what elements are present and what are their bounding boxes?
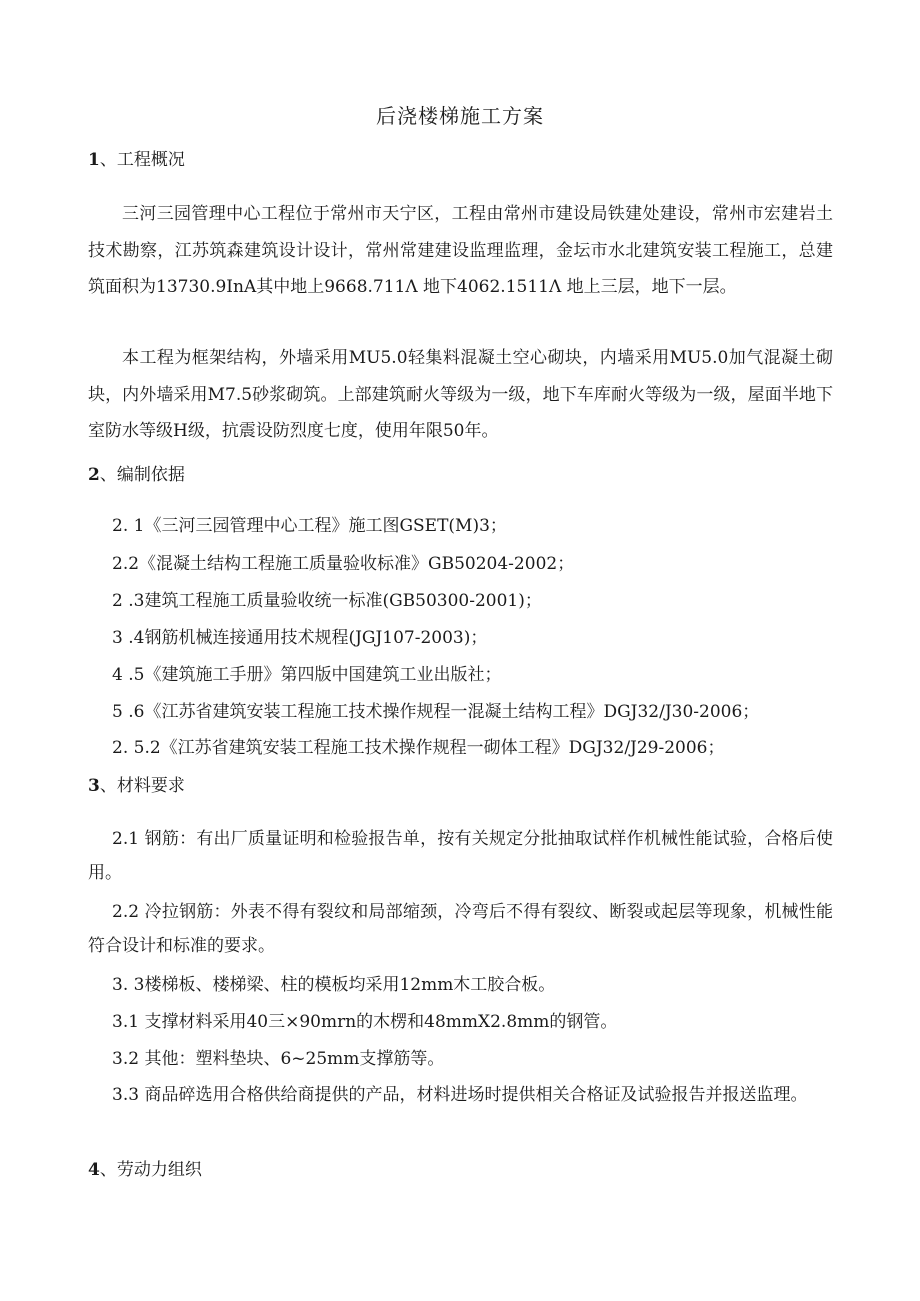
material-item: 3.1 支撑材料采用40三×90mrn的木楞和48mmX2.8mm的钢管。 — [112, 1012, 618, 1032]
material-item: 3.3 商品碎选用合格供给商提供的产品，材料进场时提供相关合格证及试验报告并报送监理。 — [112, 1085, 808, 1105]
section-heading-4 — [88, 1156, 202, 1184]
section-number: 4 — [88, 1160, 100, 1180]
basis-item: 2.2《混凝土结构工程施工质量验收标准》GB50204-2002； — [112, 554, 575, 574]
paragraph-structure: 本工程为框架结构，外墙采用MU5.0轻集料混凝土空心砌块，内墙采用MU5.0加气混凝土砌块，内外墙采用M7.5砂浆砌筑。上部建筑耐火等级为一级，地下车库耐火等级为一级，屋面半地下室防水等级H级，抗震设防烈度七度，使用年限50年。 — [88, 348, 833, 441]
basis-item: 2. 5.2《江苏省建筑安装工程施工技术操作规程一砌体工程》DGJ32/J29-2006； — [112, 738, 725, 758]
paragraph-overview: 三河三园管理中心工程位于常州市天宁区，工程由常州市建设局铁建处建设，常州市宏建岩土技术勘察，江苏筑森建筑设计设计，常州常建建设监理监理，金坛市水北建筑安装工程施工，总建筑面积为13730.9InA其中地上9668.711Λ 地下4062.1511Λ 地上三层，地下一层。 — [88, 204, 833, 297]
basis-item: 5 .6《江苏省建筑安装工程施工技术操作规程一混凝土结构工程》DGJ32/J30-2006； — [112, 702, 760, 722]
material-item: 3.2 其他：塑料垫块、6~25mm支撑筋等。 — [112, 1049, 445, 1069]
section-number: 3 — [88, 776, 100, 796]
material-item: 2.1 钢筋：有出厂质量证明和检验报告单，按有关规定分批抽取试样作机械性能试验，合格后使用。 — [88, 829, 833, 883]
section-heading-2 — [88, 461, 185, 489]
section-title: 、工程概况 — [99, 150, 185, 170]
section-heading-3 — [88, 772, 185, 800]
section-number: 1 — [88, 150, 100, 170]
material-item: 3. 3楼梯板、楼梯梁、柱的模板均采用12mm木工胶合板。 — [112, 975, 556, 995]
basis-item: 2. 1《三河三园管理中心工程》施工图GSET(M)3； — [112, 516, 507, 536]
section-title: 、材料要求 — [99, 776, 185, 796]
section-heading-1 — [88, 146, 185, 174]
basis-item: 4 .5《建筑施工手册》第四版中国建筑工业出版社； — [112, 665, 502, 685]
basis-item: 3 .4钢筋机械连接通用技术规程(JGJ107-2003)； — [112, 628, 488, 648]
document-title: 后浇楼梯施工方案 — [376, 104, 544, 128]
material-item: 2.2 冷拉钢筋：外表不得有裂纹和局部缩颈，冷弯后不得有裂纹、断裂或起层等现象，机械性能符合设计和标准的要求。 — [88, 902, 833, 956]
basis-item: 2 .3建筑工程施工质量验收统一标准(GB50300-2001)； — [112, 591, 542, 611]
section-title: 、劳动力组织 — [99, 1160, 202, 1180]
section-number: 2 — [88, 465, 100, 485]
section-title: 、编制依据 — [99, 465, 185, 485]
